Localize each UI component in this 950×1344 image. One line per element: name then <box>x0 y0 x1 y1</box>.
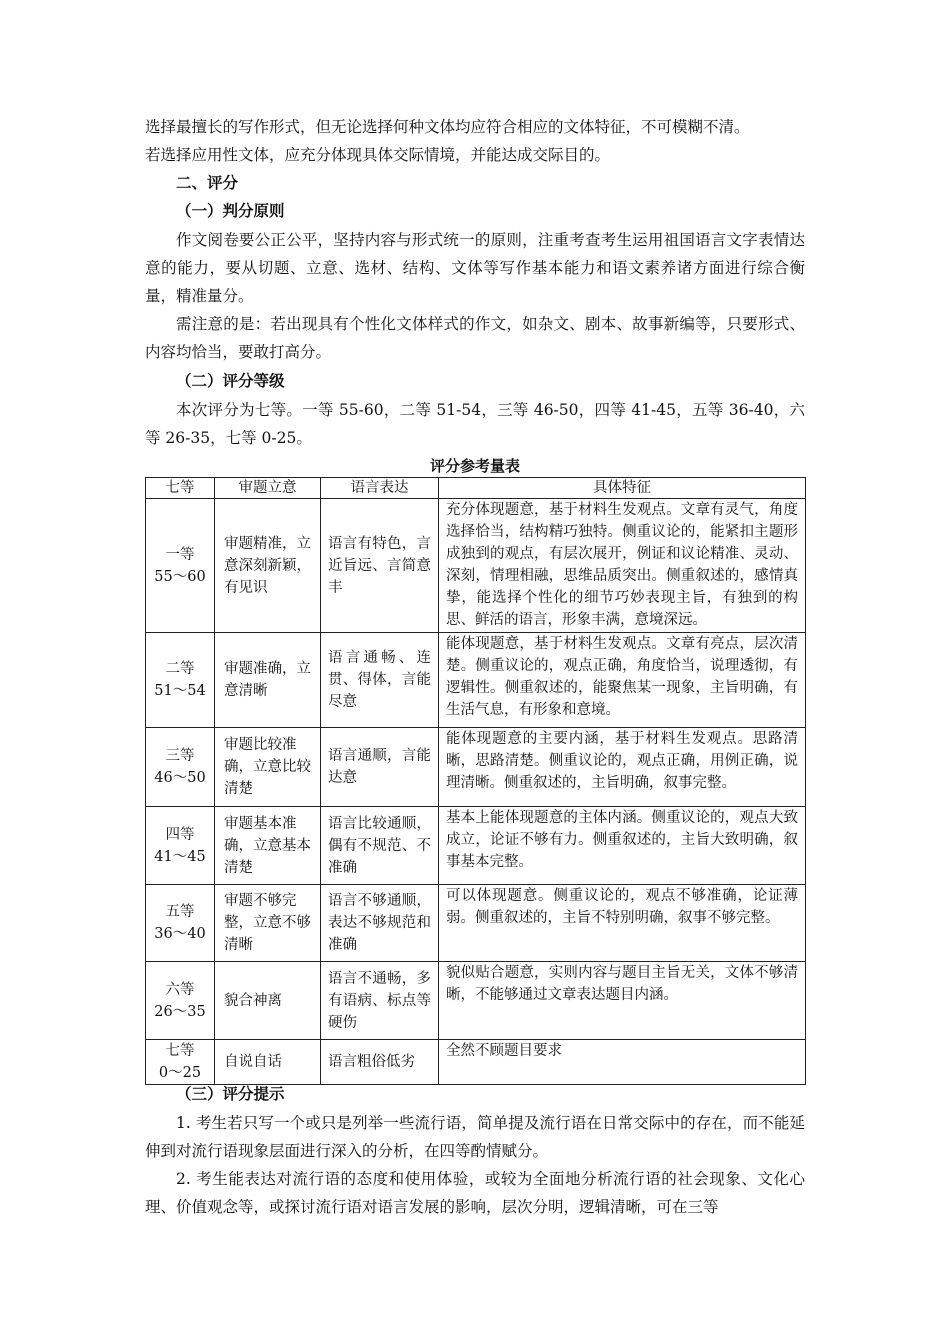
language-cell: 语言通顺，言能达意 <box>321 728 439 807</box>
header-grade: 七等 <box>146 478 215 499</box>
grade-cell <box>146 962 215 1040</box>
principle-paragraph-1: 作文阅卷要公正公平，坚持内容与形式统一的原则，注重考查考生运用祖国语言文字表情达意的能力，要从切题、立意、选材、结构、文体等写作基本能力和语文素养诸方面进行综合衡量，精准量分。 <box>145 231 805 305</box>
section-heading-scoring: 二、评分 <box>176 174 239 192</box>
language-cell: 语言粗俗低劣 <box>321 1040 439 1085</box>
features-cell: 充分体现题意，基于材料生发观点。文章有灵气，角度选择恰当，结构精巧独特。侧重议论的，能紧扣主题形成独到的观点，有层次展开，例证和议论精准、灵动、深刻，情理相融，思维品质突出。侧重叙述的，感情真挚，能选择个性化的细节巧妙表现主旨，有独到的构思、鲜活的语言，形象丰满，意境深远。 <box>439 499 806 633</box>
grades-paragraph: 本次评分为七等。一等 55-60，二等 51-54，三等 46-50，四等 41-45，五等 36-40，六等 26-35，七等 0-25。 <box>145 401 805 447</box>
table-row <box>146 499 806 633</box>
scoring-reference-table <box>145 477 806 1085</box>
grade-cell <box>146 633 215 728</box>
language-cell: 语言通畅、连贯、得体，言能尽意 <box>321 633 439 728</box>
grade-range: 26～35 <box>154 1003 206 1020</box>
language-cell: 语言比较通顺，偶有不规范、不准确 <box>321 807 439 885</box>
grade-cell <box>146 1040 215 1085</box>
header-theme: 审题立意 <box>215 478 321 499</box>
grade-cell <box>146 728 215 807</box>
grade-label: 一等 <box>165 546 195 563</box>
grade-cell <box>146 885 215 962</box>
grade-range: 46～50 <box>154 770 206 786</box>
features-cell: 貌似贴合题意，实则内容与题目主旨无关，文体不够清晰，不能够通过文章表达题目内涵。 <box>439 962 806 1040</box>
table-row <box>146 807 806 885</box>
grade-range: 55～60 <box>154 568 206 585</box>
theme-cell: 审题比较准确，立意比较清楚 <box>215 728 321 807</box>
features-cell: 能体现题意，基于材料生发观点。文章有亮点，层次清楚。侧重议论的，观点正确，角度恰当，说理透彻，有逻辑性。侧重叙述的，能聚焦某一现象，主旨明确，有生活气息，有形象和意境。 <box>439 633 806 728</box>
grade-cell <box>146 807 215 885</box>
intro-line-2: 若选择应用性文体，应充分体现具体交际情境，并能达成交际目的。 <box>145 146 611 164</box>
tip-item-1: 1. 考生若只写一个或只是列举一些流行语，简单提及流行语在日常交际中的存在，而不能延伸到对流行语现象层面进行深入的分析，在四等酌情赋分。 <box>145 1114 805 1160</box>
tip-item-2: 2. 考生能表达对流行语的态度和使用体验，或较为全面地分析流行语的社会现象、文化心理、价值观念等，或探讨流行语对语言发展的影响，层次分明，逻辑清晰，可在三等 <box>145 1170 805 1216</box>
table-row <box>146 962 806 1040</box>
theme-cell: 审题不够完整，立意不够清晰 <box>215 885 321 962</box>
theme-cell: 审题准确，立意清晰 <box>215 633 321 728</box>
grade-cell <box>146 499 215 633</box>
grade-label: 三等 <box>165 748 195 764</box>
table-header-row <box>146 478 806 499</box>
language-cell: 语言有特色，言近旨远、言简意丰 <box>321 499 439 633</box>
intro-line-1: 选择最擅长的写作形式，但无论选择何种文体均应符合相应的文体特征，不可模糊不清。 <box>145 118 750 136</box>
principle-paragraph-2: 需注意的是：若出现具有个性化文体样式的作文，如杂文、剧本、故事新编等，只要形式、内容均恰当，要敢打高分。 <box>145 315 805 361</box>
table-row <box>146 728 806 807</box>
features-cell: 能体现题意的主要内涵，基于材料生发观点。思路清晰，思路清楚。侧重议论的，观点正确，用例正确，说理清晰。侧重叙述的，主旨明确，叙事完整。 <box>439 728 806 807</box>
table-row <box>146 885 806 962</box>
subheading-principle: （一）判分原则 <box>176 202 285 220</box>
subheading-tips: （三）评分提示 <box>176 1085 285 1103</box>
grade-range: 0～25 <box>158 1065 202 1081</box>
theme-cell: 自说自话 <box>215 1040 321 1085</box>
table-row <box>146 633 806 728</box>
grade-range: 41～45 <box>154 848 206 865</box>
table-row <box>146 1040 806 1085</box>
grade-range: 36～40 <box>154 926 206 942</box>
language-cell: 语言不通畅，多有语病、标点等硬伤 <box>321 962 439 1040</box>
theme-cell: 貌合神离 <box>215 962 321 1040</box>
features-cell: 可以体现题意。侧重议论的，观点不够准确，论证薄弱。侧重叙述的，主旨不特别明确，叙事不够完整。 <box>439 885 806 962</box>
grade-label: 二等 <box>165 661 195 677</box>
header-language: 语言表达 <box>321 478 439 499</box>
grade-label: 六等 <box>165 981 195 998</box>
theme-cell: 审题基本准确，立意基本清楚 <box>215 807 321 885</box>
theme-cell: 审题精准，立意深刻新颖，有见识 <box>215 499 321 633</box>
language-cell: 语言不够通顺，表达不够规范和准确 <box>321 885 439 962</box>
features-cell: 基本上能体现题意的主体内涵。侧重议论的，观点大致成立，论证不够有力。侧重叙述的，主旨大致明确，叙事基本完整。 <box>439 807 806 885</box>
grade-label: 五等 <box>165 904 195 920</box>
table-caption: 评分参考量表 <box>429 457 520 475</box>
features-cell: 全然不顾题目要求 <box>439 1040 806 1085</box>
header-features: 具体特征 <box>439 478 806 499</box>
grade-range: 51～54 <box>154 683 206 699</box>
subheading-grades: （二）评分等级 <box>176 372 285 390</box>
grade-label: 四等 <box>165 826 195 843</box>
grade-label: 七等 <box>165 1043 195 1059</box>
